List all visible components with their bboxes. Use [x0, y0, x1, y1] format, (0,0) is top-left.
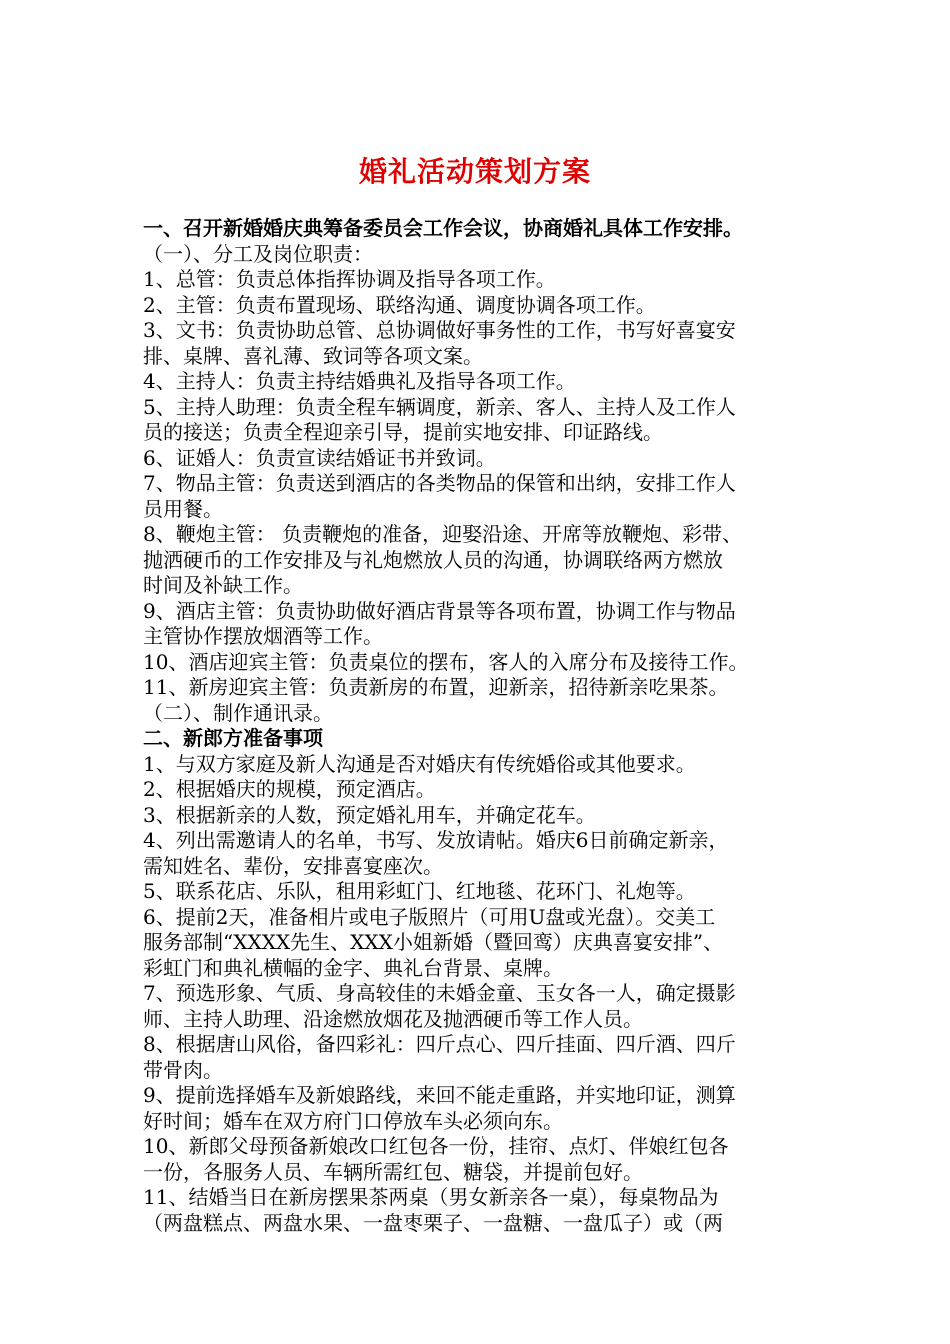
text-line: 时间及补缺工作。	[143, 573, 303, 597]
text-line: 师、主持人助理、沿途燃放烟花及抛洒硬币等工作人员。	[143, 1006, 643, 1031]
text-line: 彩虹门和典礼横幅的金字、典礼台背景、桌牌。	[143, 955, 563, 980]
text-line: 7、物品主管：负责送到酒店的各类物品的保管和出纳，安排工作人	[143, 471, 736, 495]
text-line: 11、结婚当日在新房摆果茶两桌（男女新亲各一桌），每桌物品为	[143, 1185, 719, 1209]
section-heading: 二、新郎方准备事项	[143, 726, 323, 750]
text-line: 排、桌牌、喜礼薄、致词等各项文案。	[143, 343, 483, 368]
document-body	[143, 216, 823, 1236]
text-line: 好时间；婚车在双方府门口停放车头必须向东。	[143, 1108, 563, 1133]
text-line: 5、主持人助理：负责全程车辆调度，新亲、客人、主持人及工作人	[143, 394, 736, 419]
text-line: 3、文书：负责协助总管、总协调做好事务性的工作，书写好喜宴安	[143, 318, 736, 342]
text-line: 需知姓名、辈份，安排喜宴座次。	[143, 853, 443, 878]
text-line: 1、与双方家庭及新人沟通是否对婚庆有传统婚俗或其他要求。	[143, 751, 696, 776]
text-line: 2、主管：负责布置现场、联络沟通、调度协调各项工作。	[143, 292, 656, 317]
text-line: （二）、制作通讯录。	[143, 700, 333, 725]
text-line: 6、提前2天，准备相片或电子版照片（可用U盘或光盘）。交美工	[143, 904, 716, 929]
text-line: 5、联系花店、乐队，租用彩虹门、红地毯、花环门、礼炮等。	[143, 879, 696, 903]
text-line: 员的接送；负责全程迎亲引导，提前实地安排、印证路线。	[143, 420, 663, 444]
text-line: 8、鞭炮主管： 负责鞭炮的准备，迎娶沿途、开席等放鞭炮、彩带、	[143, 522, 743, 546]
text-line: 10、酒店迎宾主管：负责桌位的摆布，客人的入席分布及接待工作。	[143, 649, 749, 674]
text-line: （两盘糕点、两盘水果、一盘枣栗子、一盘糖、一盘瓜子）或（两	[143, 1210, 723, 1235]
text-line: （一）、分工及岗位职责：	[143, 241, 373, 266]
text-line: 2、根据婚庆的规模，预定酒店。	[143, 777, 436, 801]
text-line: 10、新郎父母预备新娘改口红包各一份，挂帘、点灯、伴娘红包各	[143, 1134, 729, 1158]
text-line: 7、预选形象、气质、身高较佳的未婚金童、玉女各一人，确定摄影	[143, 981, 736, 1005]
text-line: 4、列出需邀请人的名单，书写、发放请帖。婚庆6日前确定新亲，	[143, 828, 729, 852]
text-line: 11、新房迎宾主管：负责新房的布置，迎新亲，招待新亲吃果茶。	[143, 675, 729, 699]
document-title: 婚礼活动策划方案	[358, 155, 591, 188]
section-heading: 一、召开新婚婚庆典筹备委员会工作会议，协商婚礼具体工作安排。	[143, 216, 743, 240]
text-line: 8、根据唐山风俗，备四彩礼：四斤点心、四斤挂面、四斤酒、四斤	[143, 1032, 736, 1056]
text-line: 9、提前选择婚车及新娘路线，来回不能走重路，并实地印证，测算	[143, 1083, 736, 1107]
text-line: 主管协作摆放烟酒等工作。	[143, 624, 383, 648]
text-line: 服务部制“XXXX先生、XXX小姐新婚（暨回鸾）庆典喜宴安排”、	[143, 930, 724, 954]
text-line: 带骨肉。	[143, 1057, 223, 1082]
text-line: 1、总管：负责总体指挥协调及指导各项工作。	[143, 267, 556, 291]
text-line: 6、证婚人：负责宣读结婚证书并致词。	[143, 445, 496, 470]
text-line: 抛洒硬币的工作安排及与礼炮燃放人员的沟通，协调联络两方燃放	[143, 547, 723, 572]
text-line: 员用餐。	[143, 496, 223, 521]
text-line: 一份，各服务人员、车辆所需红包、糖袋，并提前包好。	[143, 1159, 643, 1184]
text-line: 4、主持人：负责主持结婚典礼及指导各项工作。	[143, 369, 576, 393]
text-line: 9、酒店主管：负责协助做好酒店背景等各项布置，协调工作与物品	[143, 598, 736, 623]
text-line: 3、根据新亲的人数，预定婚礼用车，并确定花车。	[143, 802, 596, 827]
